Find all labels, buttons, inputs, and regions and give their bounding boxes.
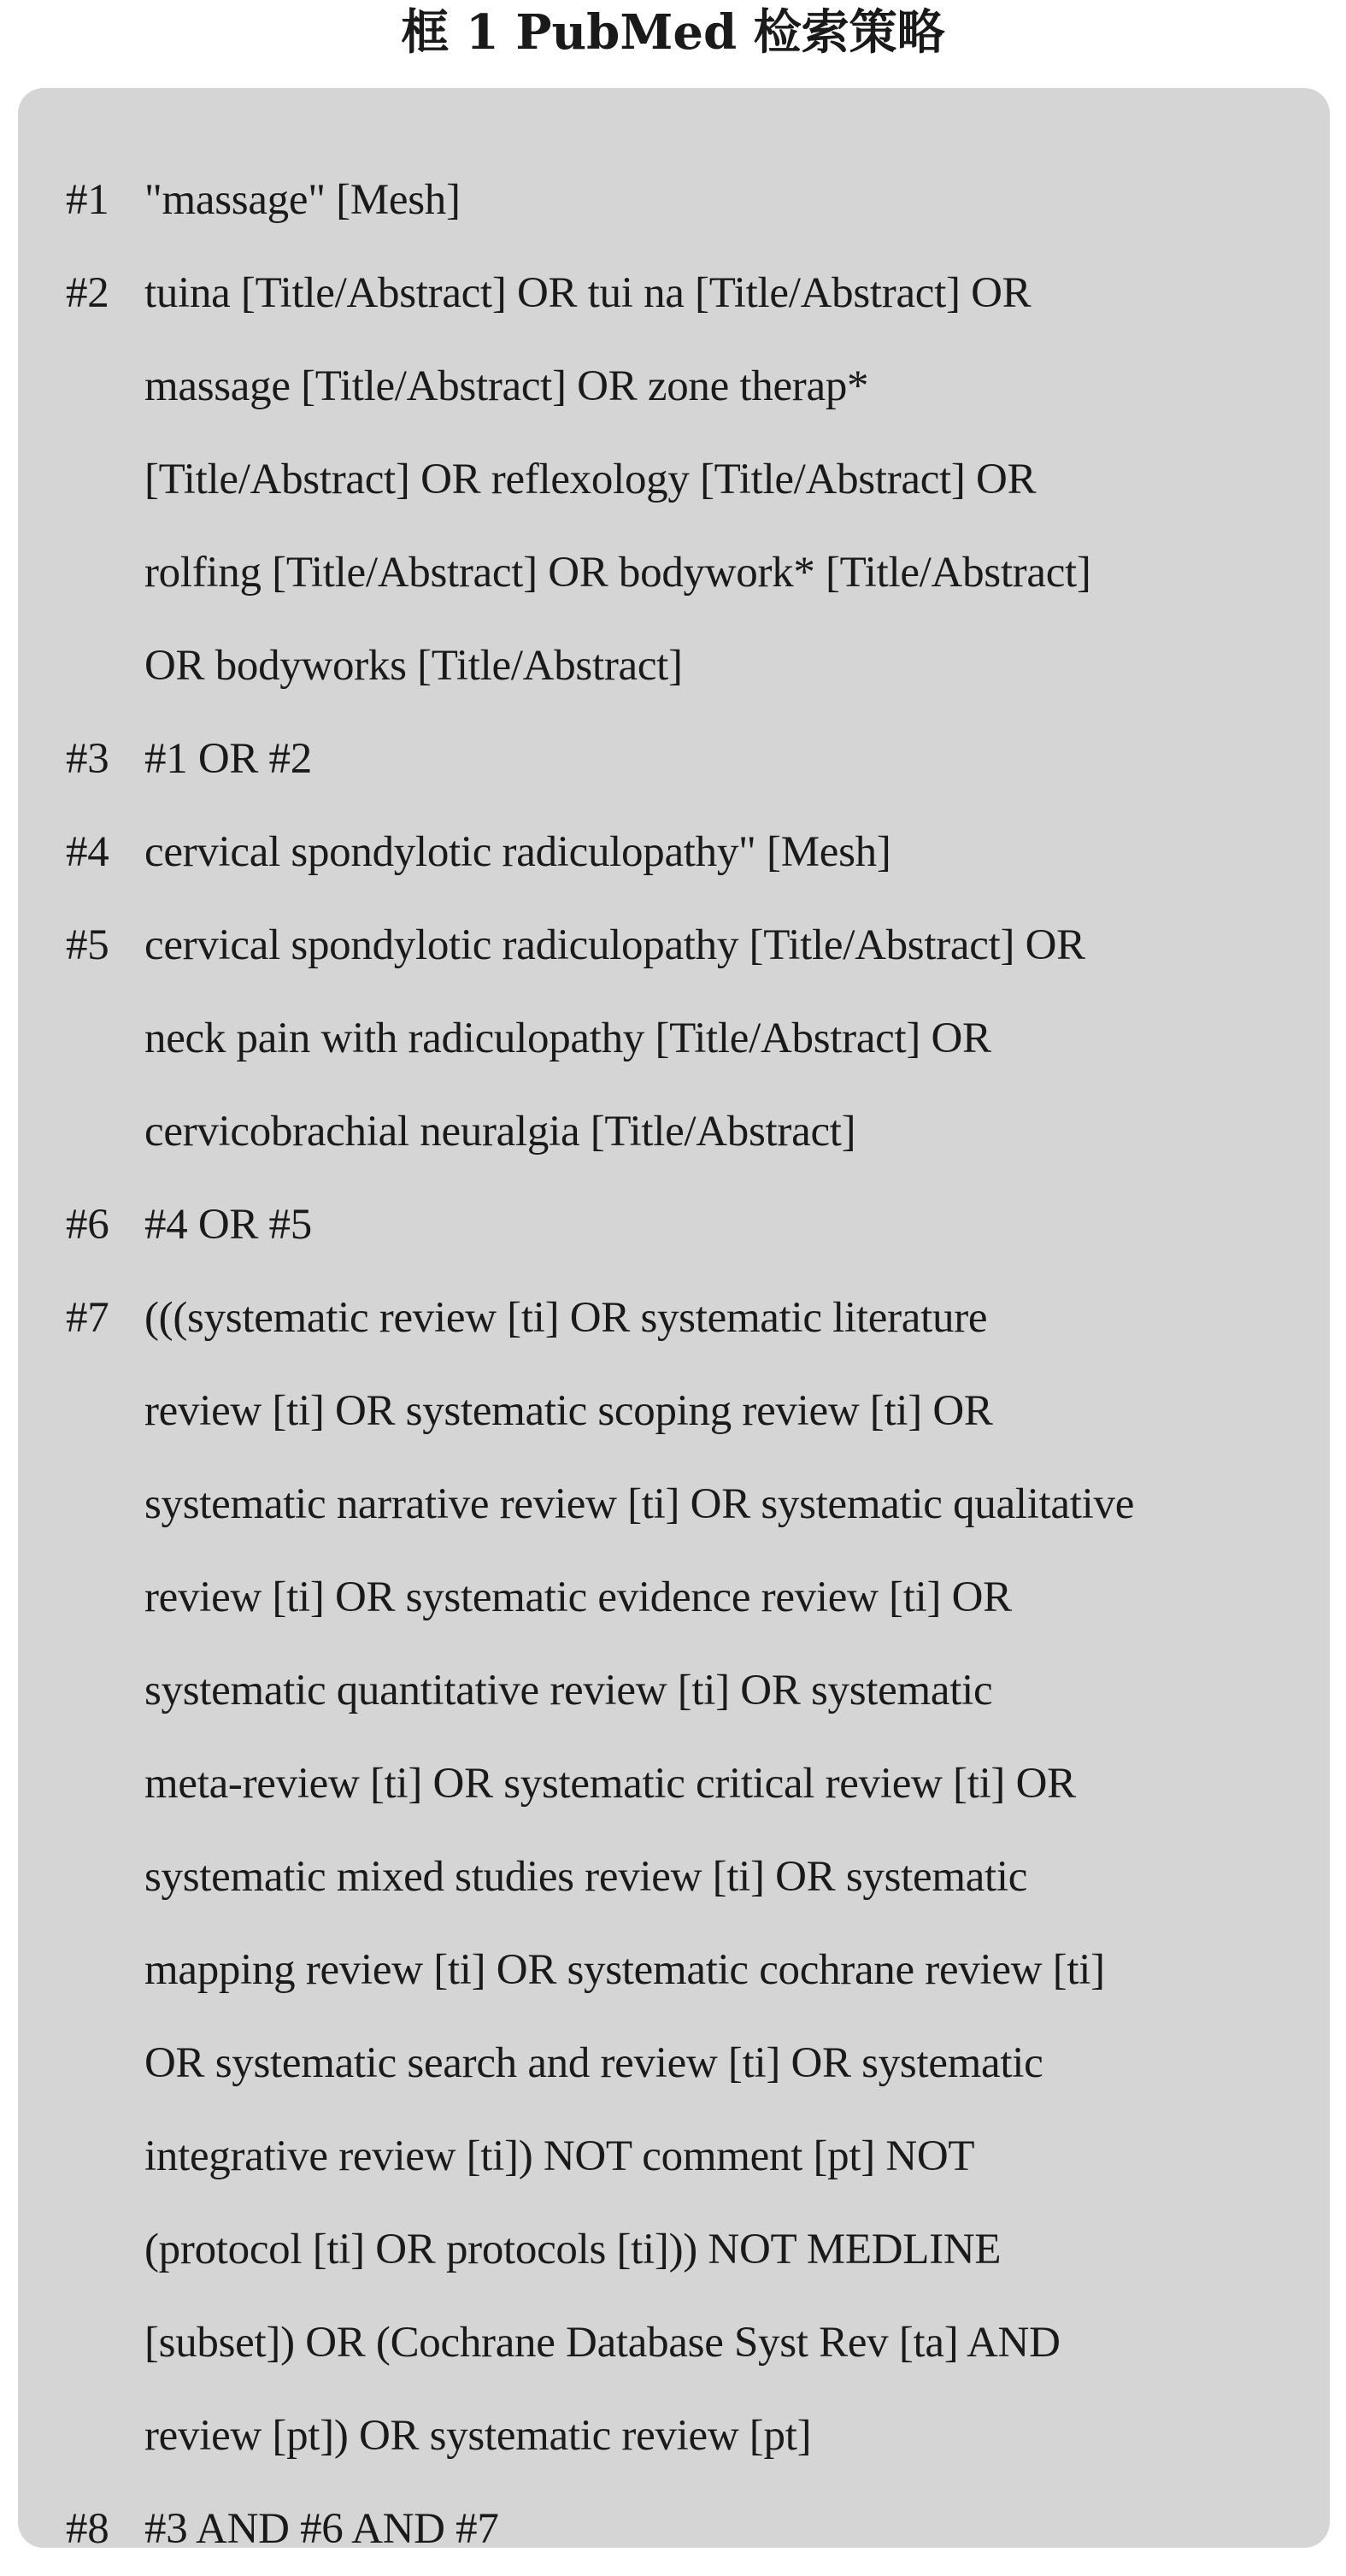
- strategy-line: [18, 526, 1330, 620]
- strategy-line: [18, 2203, 1330, 2297]
- strategy-line: [18, 1458, 1330, 1551]
- step-text: mapping review [ti] OR systematic cochrane review [ti]: [144, 1946, 1105, 1994]
- step-number: #8: [66, 2505, 109, 2553]
- step-text: massage [Title/Abstract] OR zone therap*: [144, 362, 869, 410]
- strategy-line: [18, 2483, 1330, 2576]
- step-text: #3 AND #6 AND #7: [144, 2505, 499, 2553]
- strategy-line: [18, 154, 1330, 247]
- step-text: systematic narrative review [ti] OR systematic qualitative: [144, 1480, 1135, 1528]
- step-text: cervical spondylotic radiculopathy" [Mesh]: [144, 828, 891, 876]
- strategy-line: [18, 2017, 1330, 2110]
- strategy-line: [18, 2390, 1330, 2483]
- step-text: neck pain with radiculopathy [Title/Abstract] OR: [144, 1015, 991, 1062]
- step-number: #4: [66, 828, 109, 876]
- strategy-line: [18, 620, 1330, 713]
- strategy-line: [18, 899, 1330, 992]
- strategy-line: [18, 713, 1330, 806]
- step-number: #7: [66, 1294, 109, 1342]
- strategy-line: [18, 433, 1330, 526]
- strategy-line: [18, 1831, 1330, 1924]
- step-text: meta-review [ti] OR systematic critical review [ti] OR: [144, 1760, 1076, 1808]
- strategy-line: [18, 1644, 1330, 1738]
- strategy-line: [18, 247, 1330, 340]
- step-text: [Title/Abstract] OR reflexology [Title/Abstract] OR: [144, 456, 1037, 503]
- step-text: rolfing [Title/Abstract] OR bodywork* [Title/Abstract]: [144, 549, 1091, 597]
- search-strategy-box: [18, 88, 1330, 2553]
- step-text: #4 OR #5: [144, 1201, 312, 1249]
- step-text: #1 OR #2: [144, 735, 312, 783]
- strategy-line: [18, 1179, 1330, 1272]
- step-number: #3: [66, 735, 109, 783]
- step-text: tuina [Title/Abstract] OR tui na [Title/Abstract] OR: [144, 269, 1032, 317]
- step-text: (((systematic review [ti] OR systematic literature: [144, 1294, 988, 1342]
- step-text: systematic quantitative review [ti] OR systematic: [144, 1667, 993, 1714]
- step-text: review [ti] OR systematic scoping review [ti] OR: [144, 1387, 993, 1435]
- strategy-line: [18, 1551, 1330, 1644]
- step-text: systematic mixed studies review [ti] OR systematic: [144, 1853, 1028, 1901]
- step-text: OR systematic search and review [ti] OR systematic: [144, 2039, 1043, 2087]
- strategy-line: [18, 2110, 1330, 2203]
- step-text: review [ti] OR systematic evidence review [ti] OR: [144, 1573, 1012, 1621]
- step-number: #2: [66, 269, 109, 317]
- strategy-line: [18, 340, 1330, 433]
- strategy-line: [18, 1738, 1330, 1831]
- step-text: cervical spondylotic radiculopathy [Title/Abstract] OR: [144, 921, 1085, 969]
- strategy-line: [18, 806, 1330, 899]
- step-text: "massage" [Mesh]: [144, 176, 461, 224]
- strategy-line: [18, 1365, 1330, 1458]
- strategy-line: [18, 992, 1330, 1085]
- step-text: [subset]) OR (Cochrane Database Syst Rev [ta] AND: [144, 2319, 1061, 2367]
- step-text: (protocol [ti] OR protocols [ti])) NOT MEDLINE: [144, 2226, 1002, 2273]
- step-text: review [pt]) OR systematic review [pt]: [144, 2412, 812, 2460]
- strategy-line: [18, 1085, 1330, 1179]
- box-title: 框 1 PubMed 检索策略: [401, 4, 945, 61]
- strategy-line: [18, 2297, 1330, 2390]
- step-text: OR bodyworks [Title/Abstract]: [144, 642, 683, 690]
- step-number: #6: [66, 1201, 109, 1249]
- step-number: #1: [66, 176, 109, 224]
- strategy-line: [18, 1924, 1330, 2017]
- step-text: integrative review [ti]) NOT comment [pt] NOT: [144, 2132, 975, 2180]
- strategy-line: [18, 1272, 1330, 1365]
- step-number: #5: [66, 921, 109, 969]
- step-text: cervicobrachial neuralgia [Title/Abstract]: [144, 1108, 856, 1156]
- search-strategy-lines: [18, 88, 1330, 2553]
